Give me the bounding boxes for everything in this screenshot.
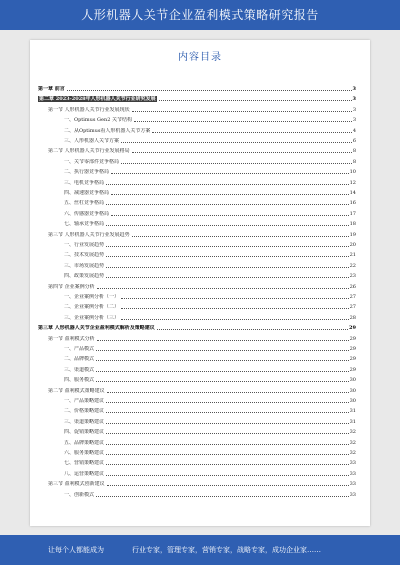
toc-entry-text: 二、品牌模式 xyxy=(64,356,95,363)
toc-entry[interactable] xyxy=(64,178,356,186)
toc-entry[interactable] xyxy=(64,209,356,217)
toc-entry-text: 三、渠道模式 xyxy=(64,366,95,373)
toc-leader-dots xyxy=(96,380,349,382)
toc-leader-dots xyxy=(106,276,349,278)
toc-entry-page: 33 xyxy=(349,481,356,488)
toc-leader-dots xyxy=(121,318,349,320)
toc-leader-dots xyxy=(106,422,349,424)
toc-entry-page: 27 xyxy=(349,304,356,311)
toc-entry-page: 26 xyxy=(349,283,356,290)
toc-entry-page: 33 xyxy=(349,491,356,498)
toc-entry[interactable] xyxy=(38,94,356,102)
toc-entry-text: 四、促销策略建议 xyxy=(64,429,105,436)
toc-entry-page: 3 xyxy=(352,96,356,103)
toc-leader-dots xyxy=(106,453,349,455)
toc-leader-dots xyxy=(152,131,351,133)
toc-entry[interactable] xyxy=(64,427,356,435)
toc-leader-dots xyxy=(106,183,349,185)
toc-leader-dots xyxy=(134,120,352,122)
toc-leader-dots xyxy=(106,463,349,465)
toc-entry-page: 33 xyxy=(349,470,356,477)
toc-entry[interactable] xyxy=(64,375,356,383)
toc-entry[interactable] xyxy=(64,302,356,310)
toc-entry[interactable] xyxy=(48,105,356,113)
toc-leader-dots xyxy=(107,391,349,393)
toc-entry[interactable] xyxy=(64,261,356,269)
toc-leader-dots xyxy=(96,349,349,351)
toc-entry-text: 第三节 人形机器人关节行业发展趋势 xyxy=(48,231,130,238)
toc-entry-text: 一、行业发展趋势 xyxy=(64,242,105,248)
toc-leader-dots xyxy=(96,495,349,497)
toc-entry-page: 3 xyxy=(352,86,356,92)
toc-entry-text: 一、创新模式 xyxy=(64,491,95,498)
toc-entry[interactable] xyxy=(64,458,356,466)
toc-entry-text: 八、运营策略建议 xyxy=(64,470,105,477)
report-title: 人形机器人关节企业盈利模式策略研究报告 xyxy=(81,8,319,22)
toc-leader-dots xyxy=(121,307,349,309)
toc-entry-text: 第一章 前言 xyxy=(38,86,65,92)
toc-entry[interactable] xyxy=(64,354,356,362)
toc-entry[interactable] xyxy=(64,219,356,227)
toc-leader-dots xyxy=(106,203,349,205)
toc-entry-page: 8 xyxy=(352,148,356,155)
toc-entry[interactable] xyxy=(48,334,356,342)
toc-entry-text: 二、价格策略建议 xyxy=(64,408,105,415)
toc-leader-dots xyxy=(106,401,349,403)
toc-entry[interactable] xyxy=(64,292,356,300)
toc-entry-page: 29 xyxy=(349,366,356,373)
toc-entry[interactable] xyxy=(64,198,356,206)
toc-leader-dots xyxy=(106,411,349,413)
toc-leader-dots xyxy=(121,162,352,164)
toc-entry-page: 30 xyxy=(349,398,356,404)
toc-leader-dots xyxy=(157,328,348,330)
toc-entry-page: 29 xyxy=(349,346,356,352)
toc-entry[interactable] xyxy=(64,250,356,258)
toc-entry[interactable] xyxy=(48,146,356,154)
toc-entry-page: 3 xyxy=(352,106,356,113)
toc-entry-text: 第三节 盈利模式创新建议 xyxy=(48,481,105,488)
toc-entry-text: 一、产品模式 xyxy=(64,346,95,352)
toc-entry[interactable] xyxy=(48,282,356,290)
toc-entry[interactable] xyxy=(64,157,356,165)
toc-entry-text: 三、人形机器人关节方案 xyxy=(64,138,120,144)
toc-leader-dots xyxy=(132,110,352,112)
toc-entry-page: 19 xyxy=(349,231,356,238)
toc-entry-page: 6 xyxy=(352,138,356,144)
toc-entry-text: 四、服务模式 xyxy=(64,377,95,384)
toc-leader-dots xyxy=(121,297,349,299)
toc-leader-dots xyxy=(106,224,349,226)
toc-entry-page: 20 xyxy=(349,242,356,248)
toc-leader-dots xyxy=(106,245,349,247)
toc-entry-page: 22 xyxy=(349,262,356,269)
toc-entry[interactable] xyxy=(64,406,356,414)
toc-entry-page: 10 xyxy=(349,169,356,176)
toc-leader-dots xyxy=(96,359,349,361)
toc-entry[interactable] xyxy=(48,230,356,238)
toc-entry-page: 32 xyxy=(349,450,356,456)
toc-entry-text: 三、企业案例分析（三） xyxy=(64,314,120,321)
toc-entry-page: 18 xyxy=(349,221,356,228)
toc-entry-text: 第二节 人形机器人关节行业发展格局 xyxy=(48,148,130,155)
toc-entry[interactable] xyxy=(64,365,356,373)
toc-entry-page: 29 xyxy=(349,356,356,363)
toc-entry[interactable] xyxy=(38,323,356,331)
toc-entry-text: 三、电机竞争格局 xyxy=(64,179,105,186)
toc-entry-page: 8 xyxy=(352,158,356,165)
toc-leader-dots xyxy=(106,255,349,257)
toc-entry[interactable] xyxy=(64,417,356,425)
toc-entry-page: 28 xyxy=(349,314,356,321)
toc-entry-page: 30 xyxy=(349,377,356,384)
toc-leader-dots xyxy=(97,287,349,289)
toc-entry-text: 二、技术发展趋势 xyxy=(64,252,105,259)
toc-entry[interactable] xyxy=(64,438,356,446)
toc-entry[interactable] xyxy=(38,84,356,92)
toc-leader-dots xyxy=(111,214,349,216)
toc-entry-text: 五、丝杠竞争格局 xyxy=(64,200,105,207)
toc-entry[interactable] xyxy=(48,479,356,487)
toc-entry[interactable] xyxy=(64,188,356,196)
toc-leader-dots xyxy=(121,141,352,143)
toc-leader-dots xyxy=(97,339,349,341)
toc-entry[interactable] xyxy=(64,313,356,321)
toc-entry-page: 33 xyxy=(349,460,356,467)
toc-entry-text: 第一节 人形机器人关节行业发展现状 xyxy=(48,106,130,113)
toc-leader-dots xyxy=(67,89,352,91)
toc-entry[interactable] xyxy=(64,344,356,352)
toc-entry-text: 四、减速器竞争格局 xyxy=(64,190,110,196)
toc-entry-text: 七、轴承竞争格局 xyxy=(64,221,105,228)
toc-leader-dots xyxy=(106,443,349,445)
toc-entry-page: 31 xyxy=(349,418,356,425)
toc-entry-page: 4 xyxy=(352,127,356,134)
toc-entry-text: 第三章 人形机器人关节企业盈利模式解析及策略建议 xyxy=(38,325,155,332)
toc-entry[interactable] xyxy=(64,115,356,123)
toc-leader-dots xyxy=(96,370,349,372)
toc-leader-dots xyxy=(159,99,352,101)
toc-entry-page: 32 xyxy=(349,439,356,446)
footer-bar xyxy=(0,535,400,565)
toc-entry-text: 第二节 盈利模式策略建议 xyxy=(48,387,105,394)
toc-entry-text: 第二章 2023-2028年人形机器人关节行业研究发展 xyxy=(39,96,156,103)
toc-entry[interactable] xyxy=(64,448,356,456)
toc-entry-page: 16 xyxy=(349,200,356,207)
toc-entry[interactable] xyxy=(64,271,356,279)
toc-entry-text: 二、执行器竞争格局 xyxy=(64,169,110,176)
toc-entry[interactable] xyxy=(64,240,356,248)
toc-entry[interactable] xyxy=(64,126,356,134)
toc-entry-page: 29 xyxy=(349,325,356,332)
toc-entry-page: 27 xyxy=(349,294,356,300)
toc-entry-page: 12 xyxy=(349,179,356,186)
toc-entry-text: 五、品牌策略建议 xyxy=(64,439,105,446)
toc-leader-dots xyxy=(107,484,349,486)
report-header-bar xyxy=(0,0,400,30)
toc-entry[interactable] xyxy=(64,396,356,404)
toc-entry[interactable] xyxy=(48,386,356,394)
toc-entry-text: 第四节 企业案例分析 xyxy=(48,283,95,290)
toc-leader-dots xyxy=(106,474,349,476)
toc-entry-text: 二、从Optimus看人形机器人关节方案 xyxy=(64,127,151,134)
toc-entry-page: 31 xyxy=(349,408,356,415)
toc-entry-page: 32 xyxy=(349,429,356,436)
toc-entry-page: 23 xyxy=(349,273,356,280)
toc-entry-text: 六、服务策略建议 xyxy=(64,450,105,456)
toc-leader-dots xyxy=(132,235,349,237)
toc-entry-text: 六、传感器竞争格局 xyxy=(64,210,110,217)
toc-entry-text: 三、渠道策略建议 xyxy=(64,418,105,425)
toc-entry[interactable] xyxy=(64,167,356,175)
toc-entry-text: 一、Optimus Gen2 关节结构 xyxy=(64,117,132,124)
toc-entry-text: 一、产品策略建议 xyxy=(64,398,105,404)
toc-entry-text: 四、政策发展趋势 xyxy=(64,273,105,280)
toc-title: 内容目录 xyxy=(178,52,222,63)
toc-leader-dots xyxy=(132,151,352,153)
footer-lead: 让每个人都能成为 xyxy=(48,546,104,554)
toc-entry-page: 21 xyxy=(349,252,356,259)
toc-entry-text: 七、营销策略建议 xyxy=(64,460,105,467)
toc-entry-page: 17 xyxy=(349,210,356,217)
toc-entry-page: 29 xyxy=(349,335,356,342)
toc-entry-text: 三、市场发展趋势 xyxy=(64,262,105,269)
toc-entry-text: 一、企业案例分析（一） xyxy=(64,294,120,300)
toc-leader-dots xyxy=(106,266,349,268)
toc-entry-text: 二、企业案例分析（二） xyxy=(64,304,120,311)
toc-leader-dots xyxy=(106,432,349,434)
toc-leader-dots xyxy=(111,172,349,174)
footer-items: 行业专家，管理专家，营销专家，战略专家，成功企业家…… xyxy=(132,546,321,554)
toc-entry-page: 14 xyxy=(349,190,356,196)
toc-leader-dots xyxy=(111,193,349,195)
toc-entry-page: 30 xyxy=(349,387,356,394)
toc-entry-text: 第一节 盈利模式分析 xyxy=(48,335,95,342)
document-page xyxy=(30,40,370,526)
toc-entry[interactable] xyxy=(64,136,356,144)
toc-entry-page: 3 xyxy=(352,117,356,124)
toc-entry-text: 一、关节零部件竞争格局 xyxy=(64,158,120,165)
toc-entry[interactable] xyxy=(64,469,356,477)
toc-entry[interactable] xyxy=(64,490,356,498)
